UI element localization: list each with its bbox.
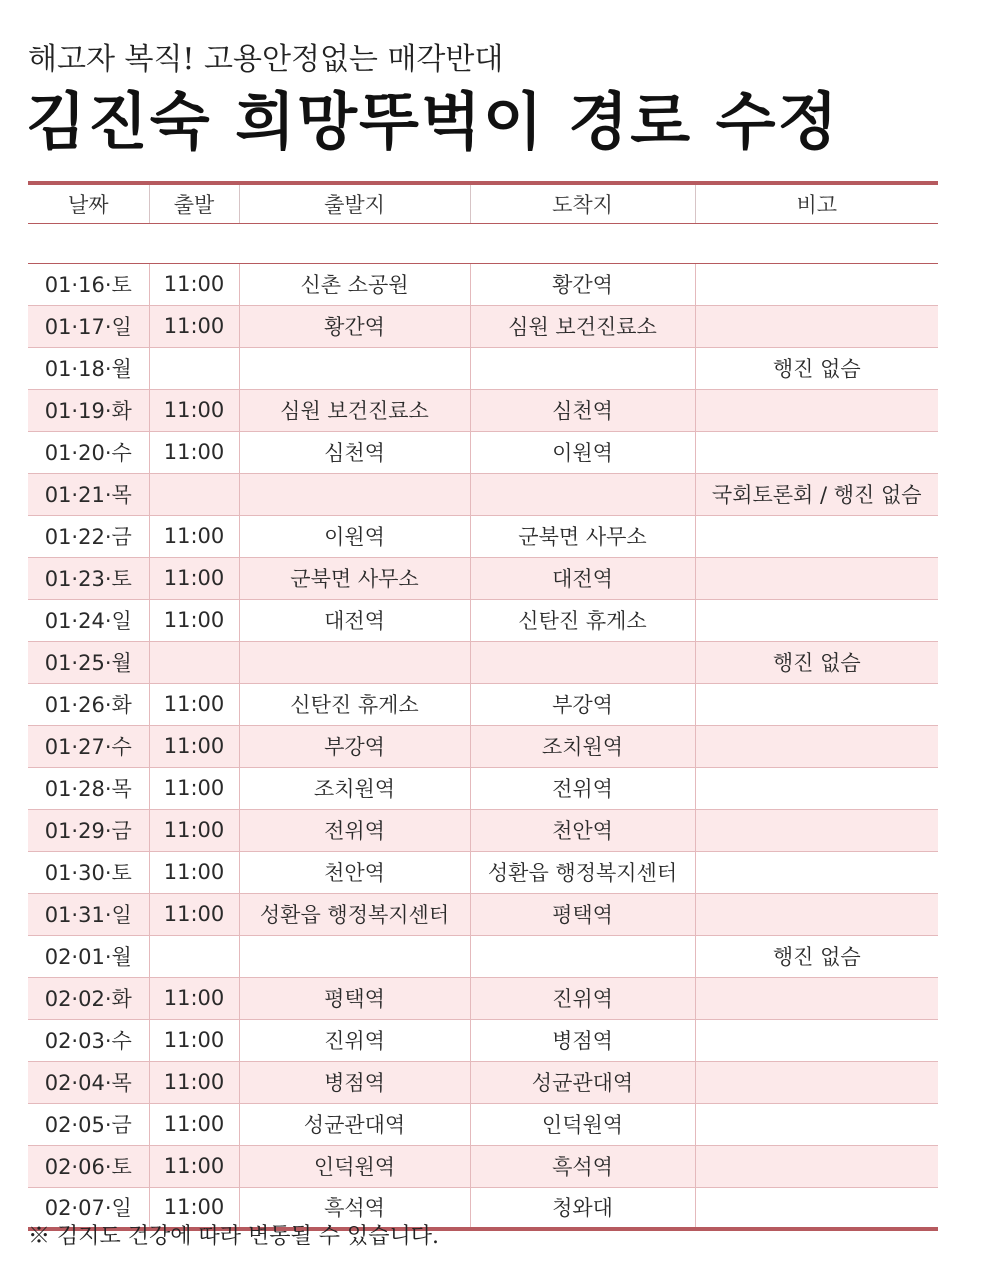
cell-origin: 전위역: [239, 809, 470, 851]
table-row: [28, 431, 938, 473]
cell-destination: 성균관대역: [470, 1061, 695, 1103]
cell-destination: [470, 347, 695, 389]
table-row: [28, 851, 938, 893]
cell-remarks: [695, 683, 938, 725]
table-row: [28, 893, 938, 935]
table-row: [28, 767, 938, 809]
cell-date: 01·22·금: [28, 515, 149, 557]
table-row: [28, 557, 938, 599]
cell-departure-time: 11:00: [149, 725, 239, 767]
table-row: [28, 305, 938, 347]
cell-destination: 천안역: [470, 809, 695, 851]
column-header-destination: 도착지: [470, 183, 695, 223]
cell-departure-time: 11:00: [149, 515, 239, 557]
cell-departure-time: [149, 641, 239, 683]
cell-remarks: [695, 1061, 938, 1103]
cell-date: 01·18·월: [28, 347, 149, 389]
cell-remarks: [695, 851, 938, 893]
cell-date: 01·21·목: [28, 473, 149, 515]
cell-origin: 흑석역: [239, 1187, 470, 1229]
cell-destination: 부강역: [470, 683, 695, 725]
cell-remarks: [695, 725, 938, 767]
cell-origin: 황간역: [239, 305, 470, 347]
table-header: [28, 183, 938, 263]
cell-date: 01·20·수: [28, 431, 149, 473]
cell-departure-time: 11:00: [149, 1145, 239, 1187]
cell-origin: 성균관대역: [239, 1103, 470, 1145]
schedule-table-container: [28, 181, 938, 1231]
table-row: [28, 725, 938, 767]
cell-departure-time: [149, 473, 239, 515]
cell-destination: 평택역: [470, 893, 695, 935]
cell-destination: 청와대: [470, 1187, 695, 1229]
cell-date: 01·29·금: [28, 809, 149, 851]
table-row: [28, 641, 938, 683]
cell-destination: 성환읍 행정복지센터: [470, 851, 695, 893]
cell-departure-time: 11:00: [149, 431, 239, 473]
cell-remarks: 국회토론회 / 행진 없슴: [695, 473, 938, 515]
header-divider: [28, 223, 938, 263]
cell-remarks: [695, 1103, 938, 1145]
cell-departure-time: 11:00: [149, 1019, 239, 1061]
cell-remarks: [695, 557, 938, 599]
cell-destination: 심원 보건진료소: [470, 305, 695, 347]
cell-date: 01·16·토: [28, 263, 149, 305]
table-row: [28, 347, 938, 389]
cell-date: 01·28·목: [28, 767, 149, 809]
cell-departure-time: 11:00: [149, 305, 239, 347]
table-row: [28, 1103, 938, 1145]
cell-destination: 군북면 사무소: [470, 515, 695, 557]
cell-date: 01·25·월: [28, 641, 149, 683]
table-row: [28, 599, 938, 641]
cell-origin: 군북면 사무소: [239, 557, 470, 599]
header-divider-cell: [28, 223, 938, 263]
cell-remarks: [695, 893, 938, 935]
cell-date: 01·30·토: [28, 851, 149, 893]
cell-date: 02·07·일: [28, 1187, 149, 1229]
cell-remarks: [695, 977, 938, 1019]
cell-origin: 조치원역: [239, 767, 470, 809]
cell-origin: 진위역: [239, 1019, 470, 1061]
cell-date: 01·23·토: [28, 557, 149, 599]
cell-origin: [239, 473, 470, 515]
table-row: [28, 473, 938, 515]
cell-origin: [239, 935, 470, 977]
cell-date: 02·02·화: [28, 977, 149, 1019]
column-header-date: 날짜: [28, 183, 149, 223]
cell-origin: 성환읍 행정복지센터: [239, 893, 470, 935]
cell-departure-time: 11:00: [149, 893, 239, 935]
column-header-time: 출발: [149, 183, 239, 223]
cell-remarks: [695, 431, 938, 473]
cell-remarks: 행진 없슴: [695, 347, 938, 389]
cell-date: 02·01·월: [28, 935, 149, 977]
cell-remarks: [695, 1145, 938, 1187]
cell-departure-time: 11:00: [149, 1187, 239, 1229]
cell-origin: 평택역: [239, 977, 470, 1019]
cell-remarks: 행진 없슴: [695, 641, 938, 683]
cell-remarks: [695, 263, 938, 305]
cell-destination: 대전역: [470, 557, 695, 599]
page-title: 김진숙 희망뚜벅이 경로 수정: [26, 85, 840, 158]
cell-remarks: [695, 599, 938, 641]
cell-origin: [239, 641, 470, 683]
cell-destination: 조치원역: [470, 725, 695, 767]
cell-destination: 진위역: [470, 977, 695, 1019]
cell-date: 01·27·수: [28, 725, 149, 767]
cell-destination: 흑석역: [470, 1145, 695, 1187]
cell-date: 01·26·화: [28, 683, 149, 725]
cell-destination: 병점역: [470, 1019, 695, 1061]
cell-origin: 신탄진 휴게소: [239, 683, 470, 725]
cell-origin: 인덕원역: [239, 1145, 470, 1187]
cell-departure-time: 11:00: [149, 767, 239, 809]
table-row: [28, 1145, 938, 1187]
header-row: [28, 183, 938, 223]
cell-origin: 이원역: [239, 515, 470, 557]
cell-origin: 심원 보건진료소: [239, 389, 470, 431]
cell-departure-time: 11:00: [149, 851, 239, 893]
cell-date: 01·19·화: [28, 389, 149, 431]
table-row: [28, 977, 938, 1019]
cell-destination: 인덕원역: [470, 1103, 695, 1145]
table-row: [28, 263, 938, 305]
cell-departure-time: 11:00: [149, 1061, 239, 1103]
page-subtitle: 해고자 복직! 고용안정없는 매각반대: [28, 42, 504, 77]
cell-origin: 병점역: [239, 1061, 470, 1103]
cell-departure-time: [149, 935, 239, 977]
cell-departure-time: 11:00: [149, 977, 239, 1019]
table-row: [28, 389, 938, 431]
cell-remarks: [695, 809, 938, 851]
cell-origin: 부강역: [239, 725, 470, 767]
cell-departure-time: [149, 347, 239, 389]
cell-date: 01·24·일: [28, 599, 149, 641]
table-row: [28, 1061, 938, 1103]
cell-destination: 황간역: [470, 263, 695, 305]
table-row: [28, 515, 938, 557]
cell-destination: 심천역: [470, 389, 695, 431]
cell-remarks: [695, 389, 938, 431]
cell-destination: [470, 935, 695, 977]
cell-date: 02·03·수: [28, 1019, 149, 1061]
cell-origin: 천안역: [239, 851, 470, 893]
cell-origin: 대전역: [239, 599, 470, 641]
table-body: [28, 263, 938, 1229]
column-header-origin: 출발지: [239, 183, 470, 223]
cell-remarks: [695, 515, 938, 557]
footer-note: ※ 김지도 건강에 따라 변동될 수 있습니다.: [28, 1224, 439, 1249]
cell-remarks: [695, 1187, 938, 1229]
cell-remarks: [695, 767, 938, 809]
cell-departure-time: 11:00: [149, 389, 239, 431]
cell-date: 01·31·일: [28, 893, 149, 935]
cell-origin: 심천역: [239, 431, 470, 473]
cell-origin: 신촌 소공원: [239, 263, 470, 305]
cell-remarks: [695, 305, 938, 347]
cell-destination: [470, 473, 695, 515]
cell-date: 02·06·토: [28, 1145, 149, 1187]
cell-remarks: 행진 없슴: [695, 935, 938, 977]
table-row: [28, 809, 938, 851]
cell-date: 02·04·목: [28, 1061, 149, 1103]
cell-date: 01·17·일: [28, 305, 149, 347]
cell-destination: 이원역: [470, 431, 695, 473]
cell-departure-time: 11:00: [149, 599, 239, 641]
cell-departure-time: 11:00: [149, 1103, 239, 1145]
table-row: [28, 683, 938, 725]
cell-departure-time: 11:00: [149, 263, 239, 305]
cell-destination: 신탄진 휴게소: [470, 599, 695, 641]
cell-remarks: [695, 1019, 938, 1061]
cell-date: 02·05·금: [28, 1103, 149, 1145]
cell-departure-time: 11:00: [149, 557, 239, 599]
cell-origin: [239, 347, 470, 389]
cell-departure-time: 11:00: [149, 683, 239, 725]
table-row: [28, 1019, 938, 1061]
table-row: [28, 935, 938, 977]
column-header-remarks: 비고: [695, 183, 938, 223]
cell-destination: [470, 641, 695, 683]
cell-destination: 전위역: [470, 767, 695, 809]
schedule-table: [28, 181, 938, 1231]
cell-departure-time: 11:00: [149, 809, 239, 851]
